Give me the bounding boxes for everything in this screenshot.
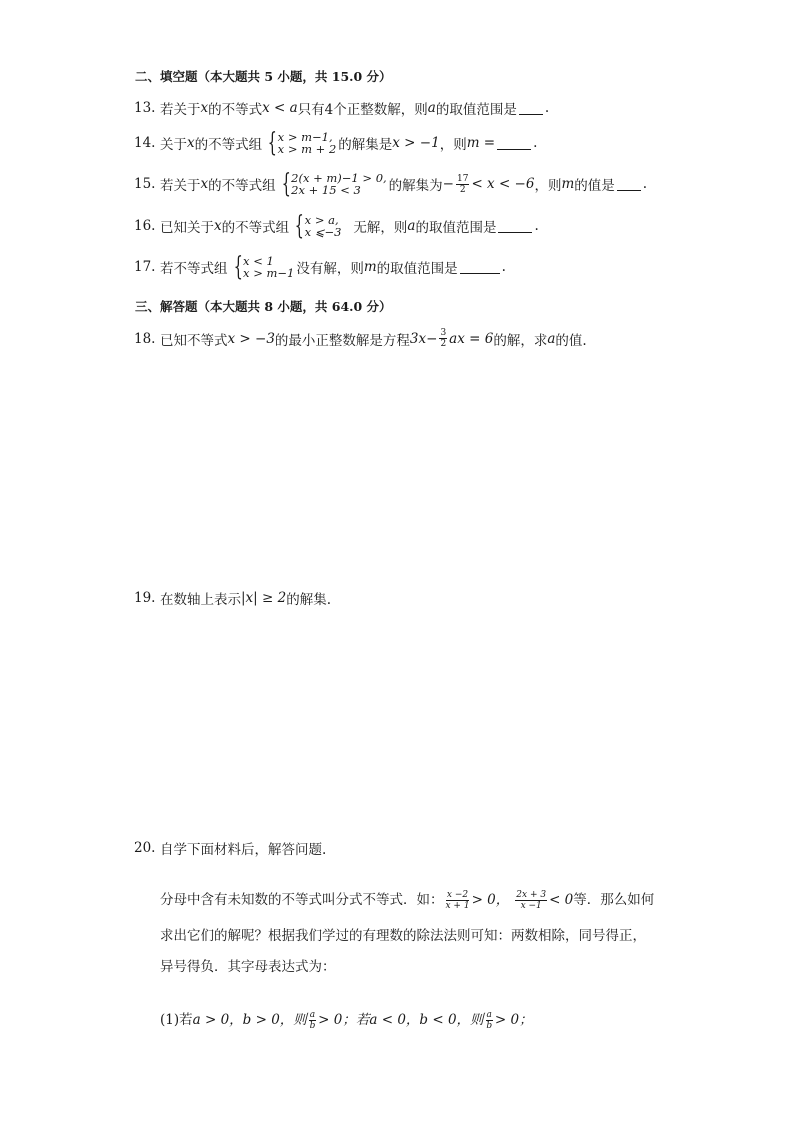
- answer-blank: [460, 261, 500, 274]
- math-expression: > 0；: [494, 1011, 533, 1028]
- paragraph-text: 等．那么如何: [573, 891, 655, 908]
- inequality-system: [278, 171, 387, 197]
- answer-blank: [498, 220, 532, 233]
- question-text: 的最小正整数解是方程: [274, 332, 410, 349]
- question-text: 的解集为: [388, 178, 443, 194]
- question-text: ，则: [439, 137, 467, 153]
- inequality-system: [264, 130, 336, 156]
- question-13: [134, 98, 549, 118]
- material-paragraph-line-1: [160, 890, 654, 911]
- system-rows: [305, 214, 342, 238]
- rule-text: (1)若: [160, 1011, 193, 1028]
- question-number: 13.: [134, 100, 156, 116]
- numerator: 3: [440, 328, 447, 338]
- question-text: 若不等式组: [160, 261, 228, 277]
- question-text: 在数轴上表示: [160, 592, 241, 608]
- math-expression: > 0，: [471, 891, 510, 908]
- question-number: 18.: [134, 330, 156, 347]
- denominator: b: [486, 1021, 493, 1031]
- question-text: 无解，则: [353, 220, 408, 236]
- material-paragraph-line-2: 求出它们的解呢？根据我们学过的有理数的除法法则可知：两数相除，同号得正，: [160, 928, 646, 944]
- fraction: [456, 174, 469, 195]
- numerator: a: [309, 1010, 316, 1020]
- period: .: [533, 135, 538, 151]
- period: .: [501, 259, 506, 275]
- math-var: x: [200, 100, 209, 116]
- inequality-system: [291, 213, 341, 239]
- question-text: 自学下面材料后，解答问题.: [160, 842, 327, 858]
- numerator: a: [486, 1010, 492, 1020]
- math-expression: ax = 6: [449, 330, 494, 347]
- question-text: 的取值范围是: [376, 261, 458, 277]
- system-row: 2x + 15 < 3: [291, 183, 361, 197]
- question-text: 的取值范围是: [435, 102, 517, 118]
- question-19: [134, 588, 331, 608]
- math-expression: x > −1: [392, 135, 440, 151]
- math-var: x: [214, 218, 222, 234]
- minus-sign: −: [442, 176, 454, 192]
- material-paragraph-line-3: 异号得负．其字母表达式为：: [160, 959, 336, 975]
- denominator: x −1: [520, 901, 542, 911]
- question-text: 的不等式: [208, 102, 263, 118]
- system-row: x ⩽−3: [304, 225, 342, 239]
- question-text: 若关于: [160, 178, 201, 194]
- answer-blank: [617, 178, 641, 191]
- math-var: a: [547, 330, 556, 347]
- question-14: [134, 130, 537, 156]
- question-text: 的解集.: [286, 592, 331, 608]
- section-heading-answer: 三、解答题（本大题共 8 小题，共 64.0 分）: [135, 299, 392, 314]
- question-text: 关于: [160, 137, 187, 153]
- math-expression: > 0；若: [318, 1011, 370, 1028]
- math-expression: 3x−: [409, 330, 438, 347]
- period: .: [534, 218, 539, 234]
- denominator: 2: [440, 339, 447, 349]
- math-var: m: [561, 176, 575, 192]
- question-text: 的不等式组: [194, 137, 263, 153]
- paragraph-text: 分母中含有未知数的不等式叫分式不等式．如：: [160, 891, 444, 908]
- fraction: [486, 1010, 493, 1031]
- question-text: 的值.: [555, 332, 587, 349]
- system-rows: [243, 255, 294, 279]
- math-expression: x < a: [262, 100, 298, 116]
- question-number: 15.: [134, 176, 156, 192]
- question-18: [134, 328, 587, 349]
- system-row: x > m + 2: [277, 142, 337, 156]
- numerator: x −2: [446, 890, 469, 900]
- left-brace: {: [281, 169, 291, 199]
- question-number: 16.: [134, 218, 156, 234]
- question-text: 的解，求: [493, 332, 548, 349]
- math-var: a: [407, 218, 416, 234]
- fraction: [446, 890, 470, 911]
- question-16: [134, 213, 539, 239]
- system-row: x > m−1,: [277, 130, 333, 144]
- math-expression: < x < −6: [471, 176, 535, 192]
- system-row: x > a,: [304, 213, 339, 227]
- fraction: [515, 890, 547, 911]
- denominator: 2: [459, 184, 466, 195]
- math-expression: < 0: [549, 891, 574, 908]
- math-expression: x > −3: [227, 330, 275, 347]
- math-expression: m =: [466, 135, 496, 151]
- question-text: 的值是: [574, 178, 615, 194]
- question-15: [134, 171, 647, 197]
- system-row: x < 1: [243, 254, 274, 268]
- question-text: 若关于: [160, 102, 201, 118]
- question-number: 14.: [134, 135, 156, 151]
- system-row: 2(x + m)−1 > 0,: [291, 171, 387, 185]
- question-20: [134, 838, 326, 858]
- rule-line-1: [160, 1010, 533, 1031]
- answer-blank: [519, 102, 543, 115]
- system-rows: [278, 131, 337, 155]
- numerator: 2x + 3: [516, 890, 547, 900]
- math-expression: a > 0，b > 0，则: [192, 1011, 307, 1028]
- question-text: 没有解，则: [296, 261, 364, 277]
- period: .: [642, 176, 648, 192]
- left-brace: {: [233, 252, 243, 282]
- question-text: 的不等式组: [208, 178, 276, 194]
- question-text: 的取值范围是: [415, 220, 497, 236]
- question-text: 已知不等式: [160, 332, 228, 349]
- question-text: 的不等式组: [221, 220, 290, 236]
- math-expression: |x| ≥ 2: [241, 590, 287, 606]
- answer-blank: [497, 137, 531, 150]
- system-rows: [291, 172, 387, 196]
- math-var: x: [200, 176, 209, 192]
- left-brace: {: [267, 128, 277, 158]
- fraction: [439, 328, 447, 349]
- period: .: [544, 100, 550, 116]
- question-text: 的解集是: [338, 137, 393, 153]
- inequality-system: [230, 254, 295, 280]
- section-heading-fill-in: 二、填空题（本大题共 5 小题，共 15.0 分）: [135, 69, 392, 84]
- left-brace: {: [294, 211, 304, 241]
- question-number: 20.: [134, 840, 156, 856]
- math-var: m: [363, 259, 377, 275]
- denominator: b: [309, 1021, 316, 1031]
- denominator: x + 1: [445, 901, 470, 911]
- system-row: x > m−1: [243, 266, 295, 280]
- question-17: [134, 254, 506, 280]
- math-var: x: [187, 135, 195, 151]
- math-expression: a < 0，b < 0，则: [369, 1011, 484, 1028]
- fraction: [309, 1010, 316, 1031]
- question-number: 17.: [134, 259, 156, 275]
- question-text: ，则: [534, 178, 562, 194]
- question-text: 已知关于: [160, 220, 214, 236]
- math-var: a: [427, 100, 436, 116]
- question-number: 19.: [134, 590, 156, 606]
- question-text: 只有4个正整数解，则: [297, 102, 428, 118]
- numerator: 17: [456, 173, 469, 184]
